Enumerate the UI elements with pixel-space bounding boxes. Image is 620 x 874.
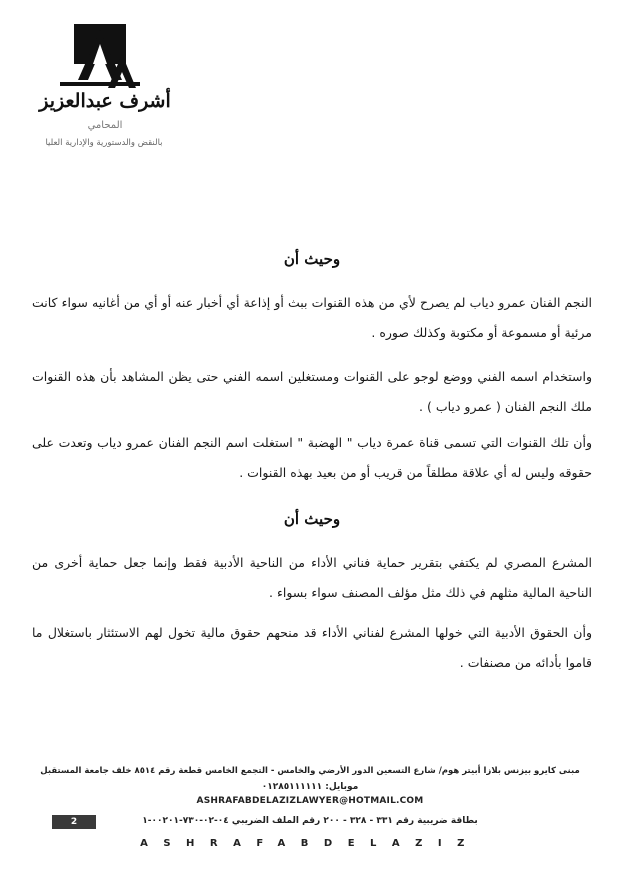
- firm-name: أشرف عبدالعزيز: [39, 90, 171, 112]
- section-heading: وحيث أن: [283, 510, 341, 528]
- firm-title: المحامي: [87, 120, 123, 131]
- footer-email: ASHRAFABDELAZIZLAWYER@HOTMAIL.COM: [196, 796, 424, 806]
- footer-tax: بطاقة ضريبية رقم ٣٣١ - ٣٢٨ - ٢٠٠ رقم الملف الضريبي ٠٤-٠٢-٧٣٠-٠٠٢٠١-١: [142, 816, 478, 826]
- paragraph: واستخدام اسمه الفني ووضع لوجو على القنوات ومستغلين اسمه الفني حتى يظن المشاهد بأن هذه القنوات ملك النجم الفنان ( عمرو دياب ) .: [32, 369, 592, 414]
- paragraph: المشرع المصري لم يكتفي بتقرير حماية فناني الأداء من الناحية الأدبية فقط وإنما جعل حماية أخرى من الناحية المالية مثلهم في ذلك مثل مؤلف المصنف سواء بسواء .: [32, 555, 592, 600]
- footer-address: مبنى كايرو بيزنس بلازا أبيتر هوم/ شارع التسعين الدور الأرضي والخامس - التجمع الخامس قطعة رقم ٨٥١٤ خلف جامعة المستقبل: [40, 766, 580, 776]
- page-number-badge: 2: [52, 815, 96, 829]
- paragraph: النجم الفنان عمرو دياب لم يصرح لأي من هذه القنوات ببث أو إذاعة أي أخبار عنه أو أي من أغانيه سواء كانت مرئية أو مسموعة أو مكتوبة وكذلك صوره .: [32, 295, 592, 340]
- paragraph: وأن الحقوق الأدبية التي خولها المشرع لفناني الأداء قد منحهم حقوق مالية تخول لهم الاستئثار باستغلال ما قاموا بأدائه من مصنفات .: [32, 625, 592, 670]
- paragraph: وأن تلك القنوات التي تسمى قناة عمرة دياب " الهضبة " استغلت اسم النجم الفنان عمرو دياب وتعدت على حقوقه وليس له أي علاقة مطلقاً من قريب أو من بعيد بهذه القنوات .: [32, 435, 592, 480]
- footer-mobile: موبايل: ٠١٢٨٥١١١١١١: [261, 782, 359, 792]
- firm-subtitle: بالنقض والدستورية والإدارية العليا: [45, 138, 163, 148]
- section-heading: وحيث أن: [283, 250, 341, 268]
- brand-wordmark: ASHRAFABDELAZIZ: [140, 838, 480, 849]
- firm-logo: [60, 24, 140, 88]
